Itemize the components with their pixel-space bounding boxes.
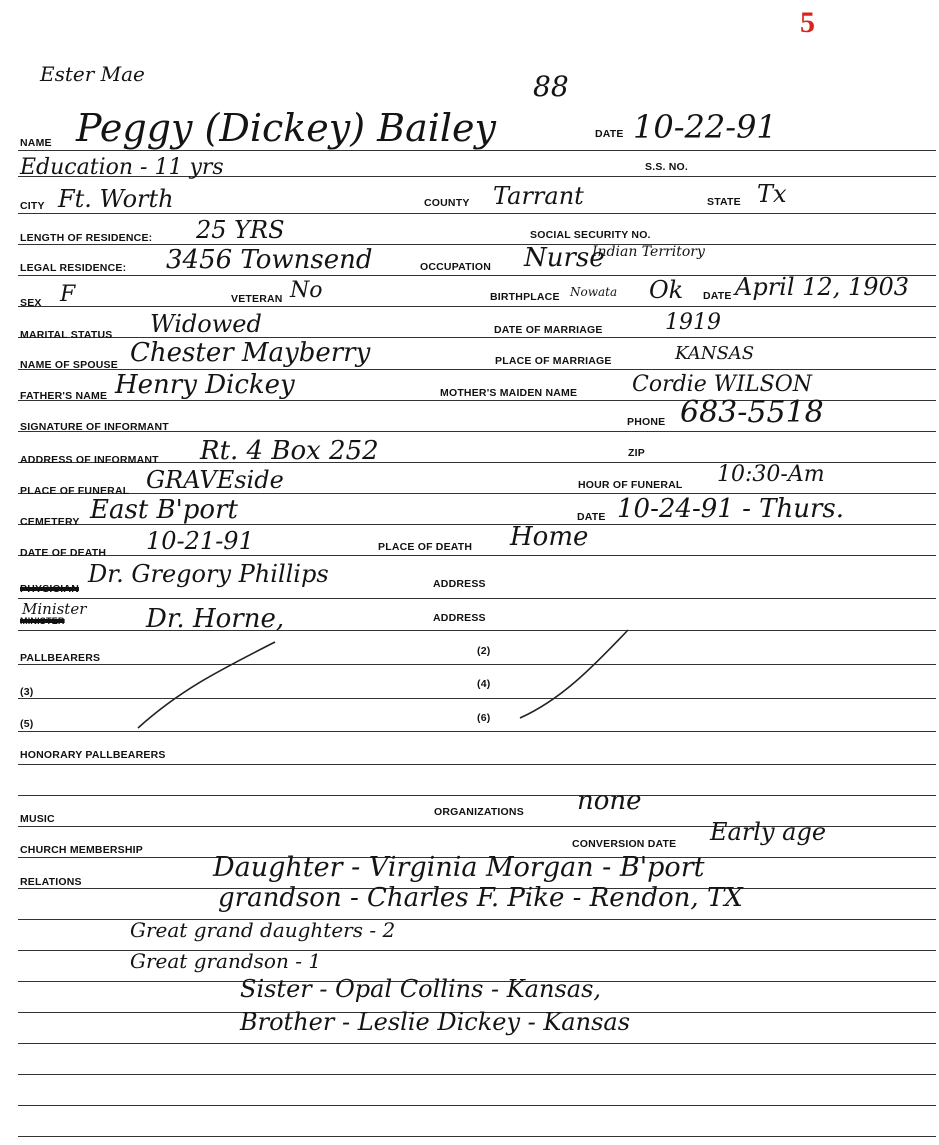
funeral-date-value: 10-24-91 - Thurs. — [617, 494, 845, 524]
organizations-value: none — [577, 786, 642, 816]
date-value: 10-22-91 — [633, 108, 777, 146]
physician-label: PHYSICIAN — [20, 583, 79, 595]
mothers-maiden-name-value: Cordie WILSON — [632, 372, 812, 397]
page-number: 5 — [800, 6, 815, 39]
phone-value: 683-5518 — [680, 395, 824, 430]
record-number: 88 — [533, 70, 569, 103]
funeral-date-label: DATE — [577, 511, 606, 523]
city-value: Ft. Worth — [58, 185, 174, 213]
date-of-marriage-value: 1919 — [665, 310, 721, 335]
marital-status-label: MARITAL STATUS — [20, 329, 113, 341]
place-of-death-label: PLACE OF DEATH — [378, 541, 473, 553]
date-of-marriage-label: DATE OF MARRIAGE — [494, 324, 603, 336]
relation-item: grandson - Charles F. Pike - Rendon, TX — [218, 883, 743, 913]
church-membership-label: CHURCH MEMBERSHIP — [20, 844, 143, 856]
fathers-name-value: Henry Dickey — [115, 370, 295, 400]
sex-value: F — [60, 282, 76, 307]
conversion-date-value: Early age — [710, 818, 827, 846]
minister-note: Minister — [22, 600, 87, 618]
minister-label: MINISTER — [20, 616, 65, 626]
marital-status-value: Widowed — [150, 310, 262, 338]
legal-residence-label: LEGAL RESIDENCE: — [20, 262, 127, 274]
county-value: Tarrant — [493, 182, 584, 210]
name-of-spouse-value: Chester Mayberry — [130, 338, 371, 368]
birthplace-note: Indian Territory — [592, 244, 705, 260]
birthplace-label: BIRTHPLACE — [490, 291, 560, 303]
occupation-label: OCCUPATION — [420, 261, 492, 273]
pallbearer-3-label: (3) — [20, 686, 34, 698]
pallbearer-6-label: (6) — [477, 712, 491, 724]
county-label: COUNTY — [424, 197, 470, 209]
relations-label: RELATIONS — [20, 876, 82, 888]
length-of-residence-label: LENGTH OF RESIDENCE: — [20, 232, 153, 244]
name-value: Peggy (Dickey) Bailey — [76, 106, 497, 150]
honorary-pallbearers-label: HONORARY PALLBEARERS — [20, 749, 166, 761]
pallbearers-label: PALLBEARERS — [20, 652, 101, 664]
education-note: Education - 11 yrs — [20, 155, 224, 180]
city-label: CITY — [20, 200, 45, 212]
place-of-marriage-label: PLACE OF MARRIAGE — [495, 355, 612, 367]
birth-date-label: DATE — [703, 290, 732, 302]
first-names-note: Ester Mae — [40, 62, 145, 86]
length-of-residence-value: 25 YRS — [196, 216, 285, 244]
cemetery-label: CEMETERY — [20, 516, 80, 528]
zip-label: ZIP — [628, 447, 645, 459]
phone-label: PHONE — [627, 416, 666, 428]
name-of-spouse-label: NAME OF SPOUSE — [20, 359, 118, 371]
physician-value: Dr. Gregory Phillips — [88, 560, 329, 588]
relation-item: Brother - Leslie Dickey - Kansas — [240, 1008, 631, 1036]
pallbearer-5-label: (5) — [20, 718, 34, 730]
relation-item: Great grand daughters - 2 — [130, 918, 396, 942]
physician-address-label: ADDRESS — [433, 578, 486, 590]
name-label: NAME — [20, 137, 52, 149]
cemetery-value: East B'port — [90, 495, 238, 525]
address-of-informant-value: Rt. 4 Box 252 — [200, 436, 379, 466]
relation-item: Sister - Opal Collins - Kansas, — [240, 975, 602, 1003]
birth-date-value: April 12, 1903 — [735, 273, 910, 301]
pallbearer-4-label: (4) — [477, 678, 491, 690]
veteran-label: VETERAN — [231, 293, 283, 305]
date-of-death-value: 10-21-91 — [146, 527, 254, 555]
relation-item: Great grandson - 1 — [130, 949, 322, 973]
relation-item: Daughter - Virginia Morgan - B'port — [213, 852, 705, 883]
legal-residence-value: 3456 Townsend — [166, 245, 373, 275]
date-label: DATE — [595, 128, 624, 140]
state-value: Tx — [757, 180, 787, 208]
place-of-marriage-value: KANSAS — [675, 343, 755, 364]
minister-address-label: ADDRESS — [433, 612, 486, 624]
hour-of-funeral-value: 10:30-Am — [717, 462, 825, 487]
social-security-no-label: SOCIAL SECURITY NO. — [530, 229, 651, 241]
place-of-funeral-label: PLACE OF FUNERAL — [20, 485, 130, 497]
pallbearer-2-label: (2) — [477, 645, 491, 657]
date-of-death-label: DATE OF DEATH — [20, 547, 107, 559]
place-of-death-value: Home — [510, 522, 589, 552]
address-of-informant-label: ADDRESS OF INFORMANT — [20, 454, 159, 466]
mothers-maiden-name-label: MOTHER'S MAIDEN NAME — [440, 387, 578, 399]
place-of-funeral-value: GRAVEside — [146, 466, 284, 494]
organizations-label: ORGANIZATIONS — [434, 806, 524, 818]
minister-value: Dr. Horne, — [146, 604, 285, 634]
veteran-value: No — [290, 278, 323, 303]
sex-label: SEX — [20, 297, 42, 309]
signature-of-informant-label: SIGNATURE OF INFORMANT — [20, 421, 169, 433]
occupation-value: Nurse — [524, 243, 605, 273]
conversion-date-label: CONVERSION DATE — [572, 838, 677, 850]
fathers-name-label: FATHER'S NAME — [20, 390, 108, 402]
ss-no-label: S.S. NO. — [645, 161, 689, 173]
birth-state-value: Ok — [649, 276, 684, 304]
state-label: STATE — [707, 196, 741, 208]
birthplace-value: Nowata — [570, 285, 618, 299]
hour-of-funeral-label: HOUR OF FUNERAL — [578, 479, 683, 491]
music-label: MUSIC — [20, 813, 55, 825]
